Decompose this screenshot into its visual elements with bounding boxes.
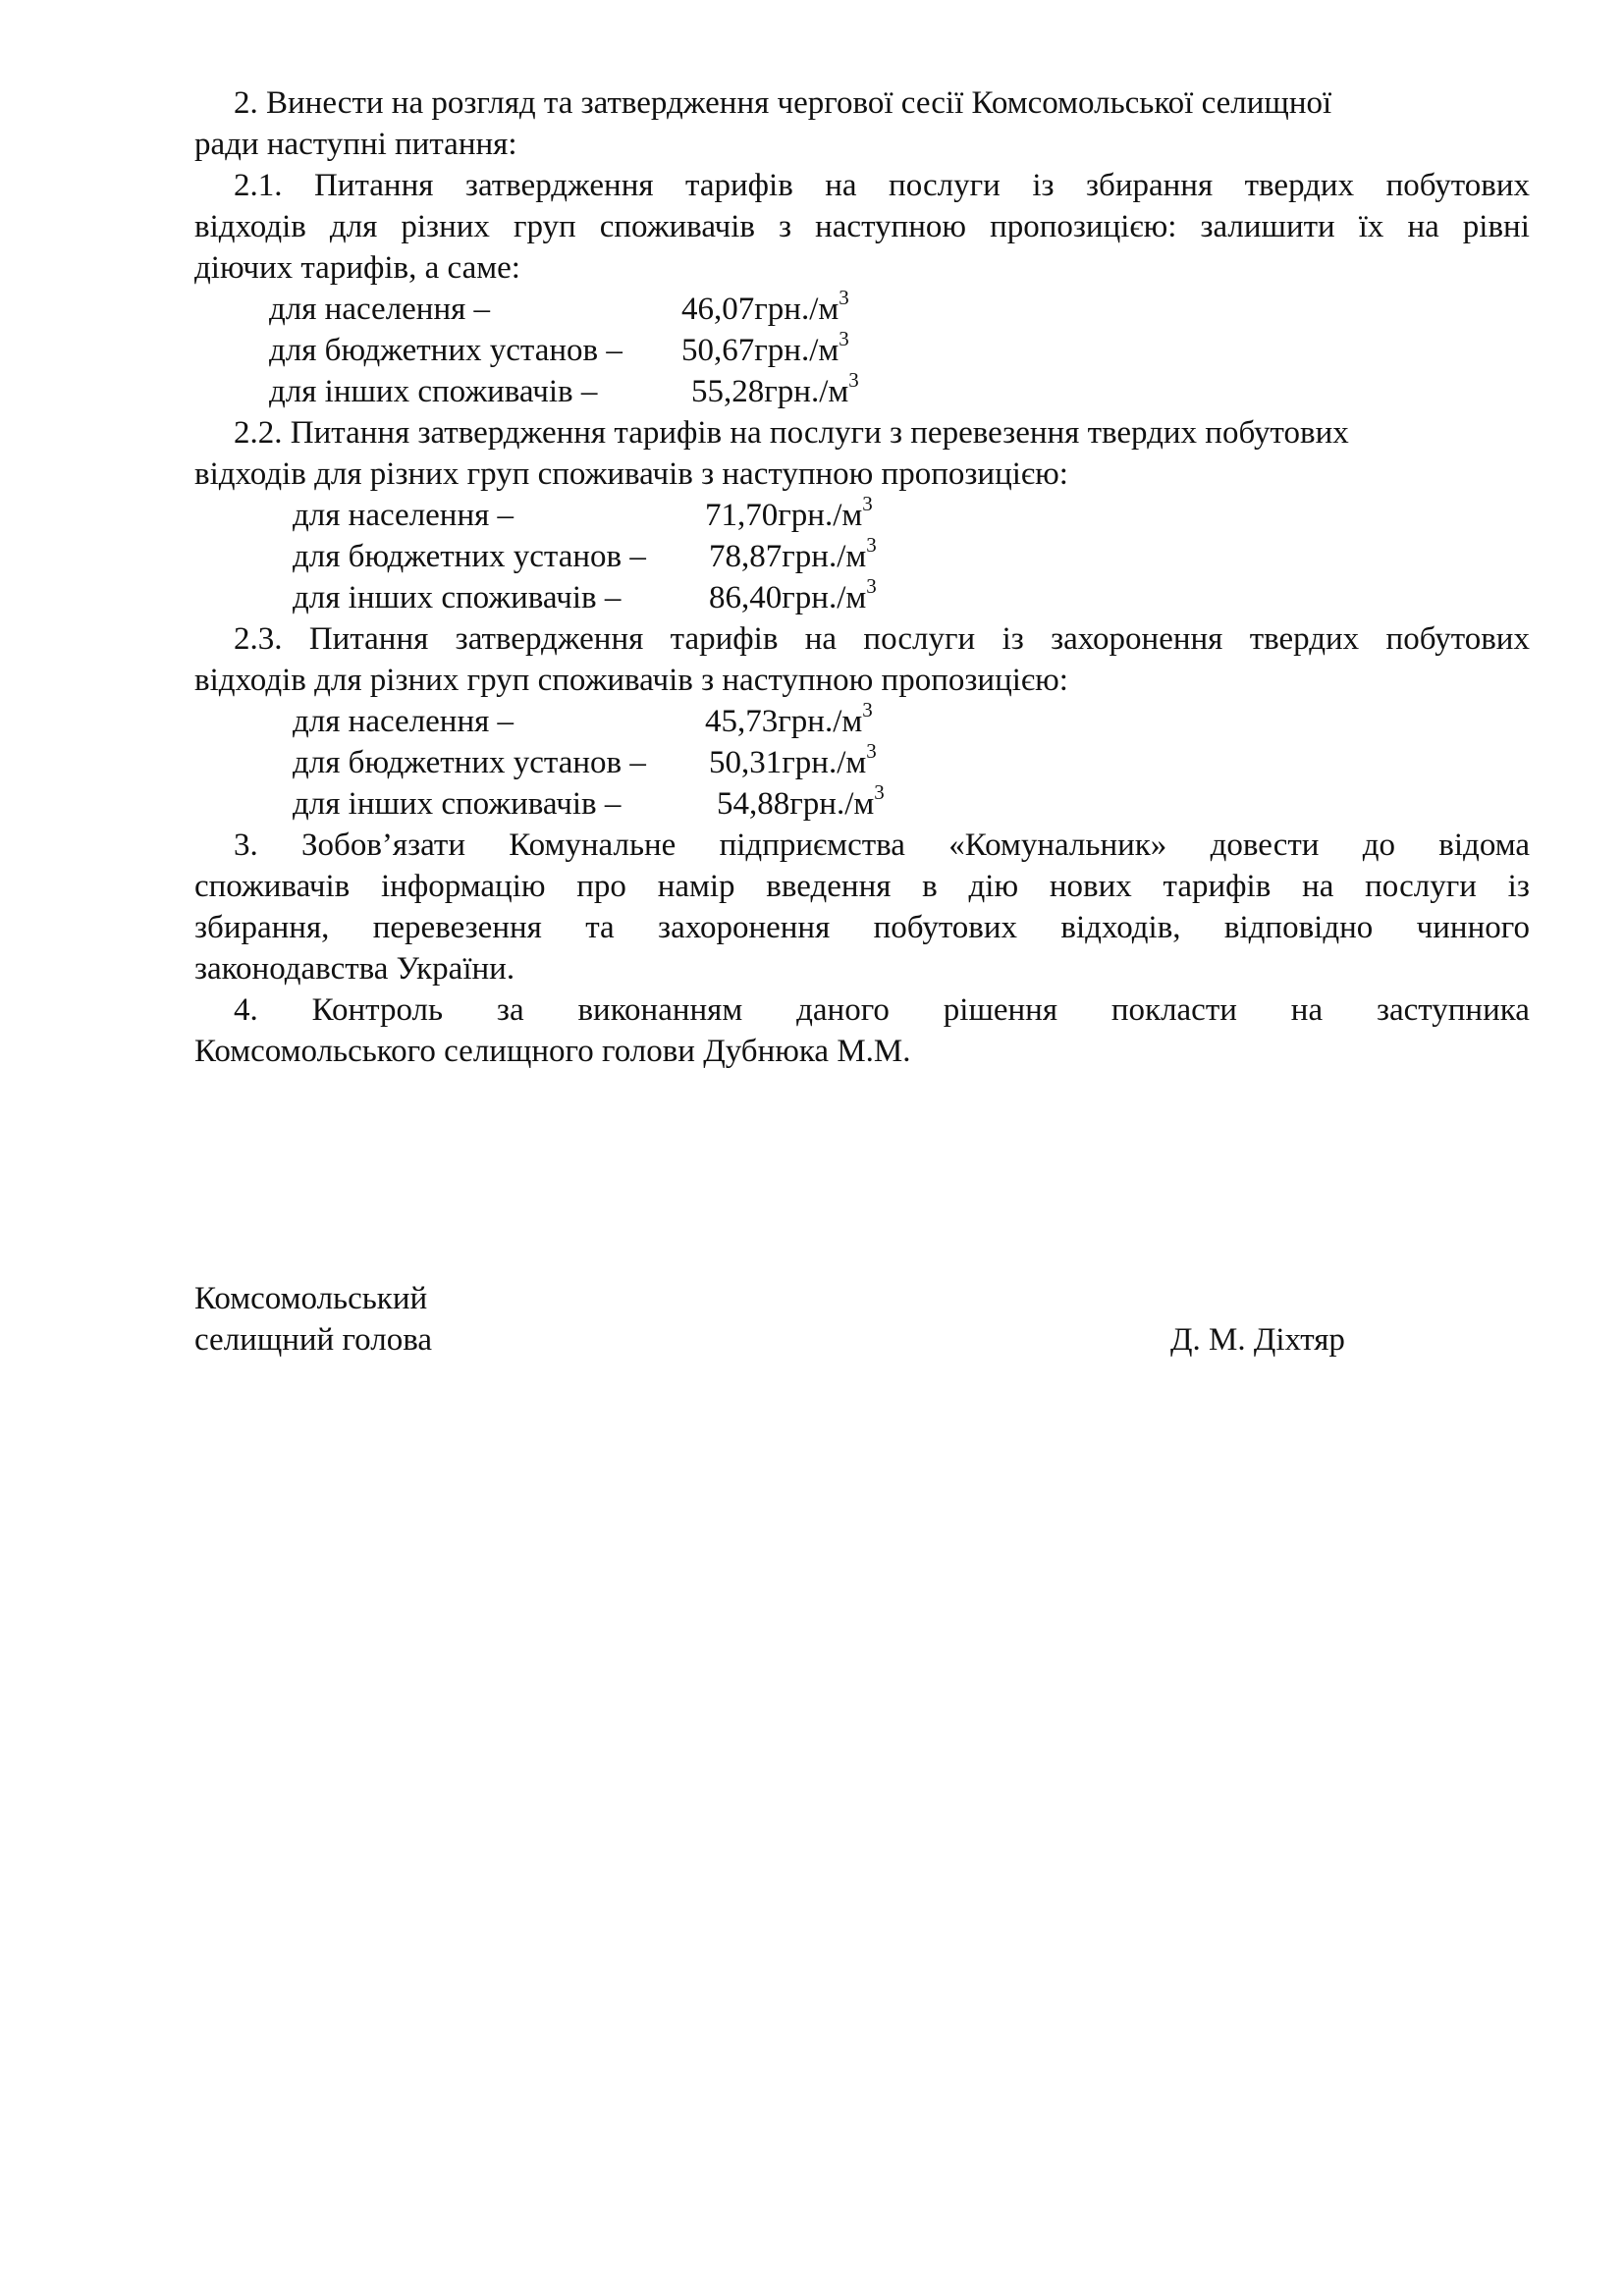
tariff-label: для інших споживачів – xyxy=(293,786,622,822)
tariff-value: $55,28грн./м^3$ xyxy=(691,368,859,409)
item-3-line-1: 3. Зобов’язати Комунальне підприємства «Комунальник» довести до відома xyxy=(234,828,1530,863)
item-2-1-line-2: відходів для різних груп споживачів з наступною пропозицією: залишити їх на рівні xyxy=(194,209,1530,244)
tariff-value: $54,88грн./м^3$ xyxy=(717,780,885,822)
item-2-1-line-1: 2.1. Питання затвердження тарифів на послуги із збирання твердих побутових xyxy=(234,168,1530,203)
tariff-label: для інших споживачів – xyxy=(269,374,598,409)
tariff-label: для населення – xyxy=(293,704,514,739)
item-2-3-line-1: 2.3. Питання затвердження тарифів на послуги із захоронення твердих побутових xyxy=(234,621,1530,657)
tariff-label: для бюджетних установ – xyxy=(269,333,623,368)
tariff-value: $78,87грн./м^3$ xyxy=(709,533,877,574)
tariff-label: для населення – xyxy=(293,498,514,533)
tariff-label: для населення – xyxy=(269,292,491,327)
item-2-3-line-2: відходів для різних груп споживачів з наступною пропозицією: xyxy=(194,663,1068,698)
tariff-value: $50,67грн./м^3$ xyxy=(681,327,849,368)
item-3-line-3: збирання, перевезення та захоронення побутових відходів, відповідно чинного xyxy=(194,910,1530,945)
item-2-line-2: ради наступні питання: xyxy=(194,127,517,162)
signatory-title-line-2: селищний голова xyxy=(194,1322,433,1358)
signatory-name: Д. М. Діхтяр xyxy=(1170,1322,1345,1358)
item-2-1-line-3: діючих тарифів, а саме: xyxy=(194,250,520,286)
tariff-value: $46,07грн./м^3$ xyxy=(681,286,849,327)
tariff-label: для бюджетних установ – xyxy=(293,745,646,780)
item-4-line-1: 4. Контроль за виконанням даного рішення покласти на заступника xyxy=(234,992,1530,1028)
item-2-line-1: 2. Винести на розгляд та затвердження чергової сесії Комсомольської селищної xyxy=(234,85,1332,121)
tariff-label: для бюджетних установ – xyxy=(293,539,646,574)
item-4-line-2: Комсомольського селищного голови Дубнюка М.М. xyxy=(194,1034,911,1069)
item-2-2-line-2: відходів для різних груп споживачів з наступною пропозицією: xyxy=(194,456,1068,492)
tariff-label: для інших споживачів – xyxy=(293,580,622,615)
tariff-value: $71,70грн./м^3$ xyxy=(705,492,873,533)
tariff-value: $86,40грн./м^3$ xyxy=(709,574,877,615)
item-3-line-4: законодавства України. xyxy=(194,951,515,987)
item-2-2-line-1: 2.2. Питання затвердження тарифів на послуги з перевезення твердих побутових xyxy=(234,415,1349,451)
signatory-title-line-1: Комсомольський xyxy=(194,1281,428,1316)
item-3-line-2: споживачів інформацію про намір введення в дію нових тарифів на послуги із xyxy=(194,869,1530,904)
tariff-value: $50,31грн./м^3$ xyxy=(709,739,877,780)
tariff-value: $45,73грн./м^3$ xyxy=(705,698,873,739)
